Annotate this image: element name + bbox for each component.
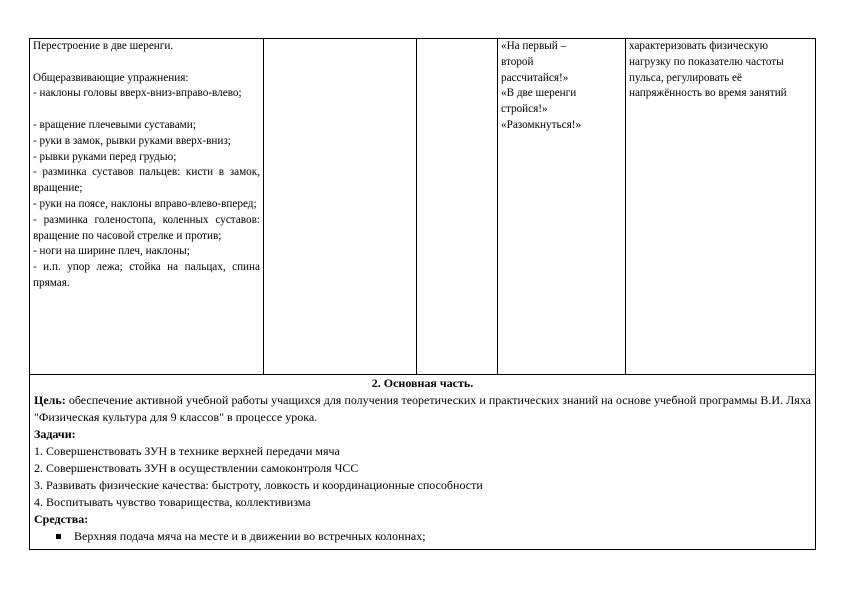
exercises-cell — [30, 39, 264, 374]
outcomes-cell — [626, 39, 815, 374]
lesson-plan-table — [29, 38, 816, 550]
outcome-text: характеризовать физическую нагрузку по показателю частоты пульса, регулировать её напряжённость во время занятий — [629, 40, 787, 100]
task-item: 3. Развивать физические качества: быстроту, ловкость и координационные способности — [34, 478, 483, 492]
exercise-line: - руки в замок, рывки руками вверх-вниз; — [33, 134, 231, 147]
empty-cell — [417, 39, 498, 374]
means-item: Верхняя подача мяча на месте и в движении во встречных колоннах; — [34, 528, 811, 545]
exercise-line: - разминка голеностопа, коленных суставов: вращение по часовой стрелке и против; — [33, 213, 260, 242]
section-heading: 2. Основная часть. — [371, 376, 474, 390]
exercise-line: - и.п. упор лежа; стойка на пальцах, спина прямая. — [33, 261, 260, 289]
exercise-line: - вращение плечевыми суставами; — [33, 118, 196, 131]
command-line: «В две шеренги — [501, 87, 577, 100]
warmup-row — [30, 39, 815, 374]
task-item: 4. Воспитывать чувство товарищества, коллективизма — [34, 495, 311, 509]
goal-label: Цель: — [34, 393, 66, 407]
command-line: «На первый – — [501, 40, 567, 52]
bullet-icon — [56, 534, 61, 539]
goal-text: обеспечение активной учебной работы учащихся для получения теоретических и практических знаний на основе учебной программы В.И. Ляха "Физическая культура для 9 классов" в процессе урока. — [34, 393, 811, 424]
main-part-section — [30, 374, 815, 545]
means-label: Средства: — [34, 512, 89, 526]
command-line: второй — [501, 55, 534, 68]
command-line: «Разомкнуться!» — [501, 118, 582, 131]
exercise-line: Общеразвивающие упражнения: — [33, 71, 189, 84]
exercise-line: - разминка суставов пальцев: кисти в замок, вращение; — [33, 166, 260, 195]
tasks-label: Задачи: — [34, 427, 76, 441]
exercise-line: - руки на поясе, наклоны вправо-влево-вперед; — [33, 197, 257, 210]
exercise-line: Перестроение в две шеренги. — [33, 40, 174, 52]
empty-cell — [264, 39, 417, 374]
task-item: 1. Совершенствовать ЗУН в технике верхней передачи мяча — [34, 444, 340, 458]
command-line: стройся!» — [501, 103, 548, 116]
exercise-line: - рывки руками перед грудью; — [33, 150, 177, 163]
exercise-line: - наклоны головы вверх-вниз-вправо-влево; — [33, 87, 242, 100]
command-line: рассчитайся!» — [501, 71, 569, 84]
commands-cell — [498, 39, 626, 374]
exercise-line: - ноги на ширине плеч, наклоны; — [33, 245, 190, 258]
task-item: 2. Совершенствовать ЗУН в осуществлении самоконтроля ЧСС — [34, 461, 359, 475]
goal-paragraph — [34, 392, 811, 426]
